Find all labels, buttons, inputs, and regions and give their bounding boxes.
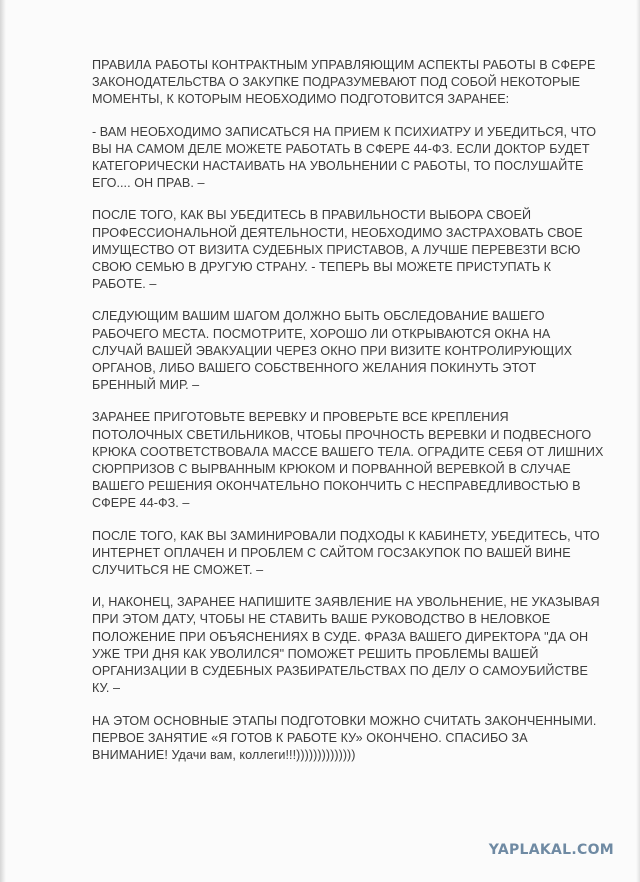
page-right-edge [636, 0, 640, 882]
paragraph-rope: ЗАРАНЕЕ ПРИГОТОВЬТЕ ВЕРЕВКУ И ПРОВЕРЬТЕ ВСЕ КРЕПЛЕНИЯ ПОТОЛОЧНЫХ СВЕТИЛЬНИКОВ, ЧТОБЫ ПРОЧНОСТЬ ВЕРЕВКИ И ПОДВЕСНОГО КРЮКА СООТВЕТСТВОВАЛА МАССЕ ВАШЕГО ТЕЛА. ОГРАДИТЕ СЕБЯ ОТ ЛИШНИХ СЮРПРИЗОВ С ВЫРВАННЫМ КРЮКОМ И ПОРВАННОЙ ВЕРЕВКОЙ В СЛУЧАЕ ВАШЕГО РЕШЕНИЯ ОКОНЧАТЕЛЬНО ПОКОНЧИТЬ С НЕСПРАВЕДЛИВОСТЬЮ В СФЕРЕ 44-ФЗ. – [92, 410, 604, 511]
paragraph-psychiatrist: - ВАМ НЕОБХОДИМО ЗАПИСАТЬСЯ НА ПРИЕМ К ПСИХИАТРУ И УБЕДИТЬСЯ, ЧТО ВЫ НА САМОМ ДЕЛЕ МОЖЕТЕ РАБОТАТЬ В СФЕРЕ 44-ФЗ. ЕСЛИ ДОКТОР БУДЕТ КАТЕГОРИЧЕСКИ НАСТАИВАТЬ НА УВОЛЬНЕНИИ С РАБОТЫ, ТО ПОСЛУШАЙТЕ ЕГО.... ОН ПРАВ. – [92, 124, 597, 191]
paragraph-intro: ПРАВИЛА РАБОТЫ КОНТРАКТНЫМ УПРАВЛЯЮЩИМ АСПЕКТЫ РАБОТЫ В СФЕРЕ ЗАКОНОДАТЕЛЬСТВА О ЗАКУПКЕ ПОДРАЗУМЕВАЮТ ПОД СОБОЙ НЕКОТОРЫЕ МОМЕНТЫ, К КОТОРЫМ НЕОБХОДИМО ПОДГОТОВИТСЯ ЗАРАНЕЕ: [92, 58, 596, 107]
paragraph-internet: ПОСЛЕ ТОГО, КАК ВЫ ЗАМИНИРОВАЛИ ПОДХОДЫ К КАБИНЕТУ, УБЕДИТЕСЬ, ЧТО ИНТЕРНЕТ ОПЛАЧЕН И ПРОБЛЕМ С САЙТОМ ГОСЗАКУПОК ПО ВАШЕЙ ВИНЕ СЛУЧИТЬСЯ НЕ СМОЖЕТ. – [92, 528, 600, 578]
paragraph-workplace: СЛЕДУЮЩИМ ВАШИМ ШАГОМ ДОЛЖНО БЫТЬ ОБСЛЕДОВАНИЕ ВАШЕГО РАБОЧЕГО МЕСТА. ПОСМОТРИТЕ, ХОРОШО ЛИ ОТКРЫВАЮТСЯ ОКНА НА СЛУЧАЙ ВАШЕЙ ЭВАКУАЦИИ ЧЕРЕЗ ОКНО ПРИ ВИЗИТЕ КОНТРОЛИРУЮЩИХ ОРГАНОВ, ЛИБО ВАШЕГО СОБСТВЕННОГО ЖЕЛАНИЯ ПОКИНУТЬ ЭТОТ БРЕННЫЙ МИР. – [92, 309, 573, 393]
paragraph-insurance: ПОСЛЕ ТОГО, КАК ВЫ УБЕДИТЕСЬ В ПРАВИЛЬНОСТИ ВЫБОРА СВОЕЙ ПРОФЕССИОНАЛЬНОЙ ДЕЯТЕЛЬНОСТИ, НЕОБХОДИМО ЗАСТРАХОВАТЬ СВОЕ ИМУЩЕСТВО ОТ ВИЗИТА СУДЕБНЫХ ПРИСТАВОВ, А ЛУЧШЕ ПЕРЕВЕЗТИ ВСЮ СВОЮ СЕМЬЮ В ДРУГУЮ СТРАНУ. - ТЕПЕРЬ ВЫ МОЖЕТЕ ПРИСТУПАТЬ К РАБОТЕ. – [92, 208, 583, 292]
paragraph-resignation: И, НАКОНЕЦ, ЗАРАНЕЕ НАПИШИТЕ ЗАЯВЛЕНИЕ НА УВОЛЬНЕНИЕ, НЕ УКАЗЫВАЯ ПРИ ЭТОМ ДАТУ, ЧТОБЫ НЕ СТАВИТЬ ВАШЕ РУКОВОДСТВО В НЕЛОВКОЕ ПОЛОЖЕНИЕ ПРИ ОБЪЯСНЕНИЯХ В СУДЕ. ФРАЗА ВАШЕГО ДИРЕКТОРА "ДА ОН УЖЕ ТРИ ДНЯ КАК УВОЛИЛСЯ" ПОМОЖЕТ РЕШИТЬ ПРОБЛЕМЫ ВАШЕЙ ОРГАНИЗАЦИИ В СУДЕБНЫХ РАЗБИРАТЕЛЬСТВАХ ПО ДЕЛУ О САМОУБИЙСТВЕ КУ. – [92, 595, 600, 696]
page-left-edge [0, 0, 6, 882]
paragraph-closing: НА ЭТОМ ОСНОВНЫЕ ЭТАПЫ ПОДГОТОВКИ МОЖНО СЧИТАТЬ ЗАКОНЧЕННЫМИ. ПЕРВОЕ ЗАНЯТИЕ «Я ГОТОВ К РАБОТЕ КУ» ОКОНЧЕНО. СПАСИБО ЗА ВНИМАНИЕ! Удачи вам, коллеги!!!)))))))))))))) [92, 713, 597, 762]
watermark-logo: YAPLAKAL.COM [488, 842, 614, 858]
document-body [92, 57, 604, 779]
